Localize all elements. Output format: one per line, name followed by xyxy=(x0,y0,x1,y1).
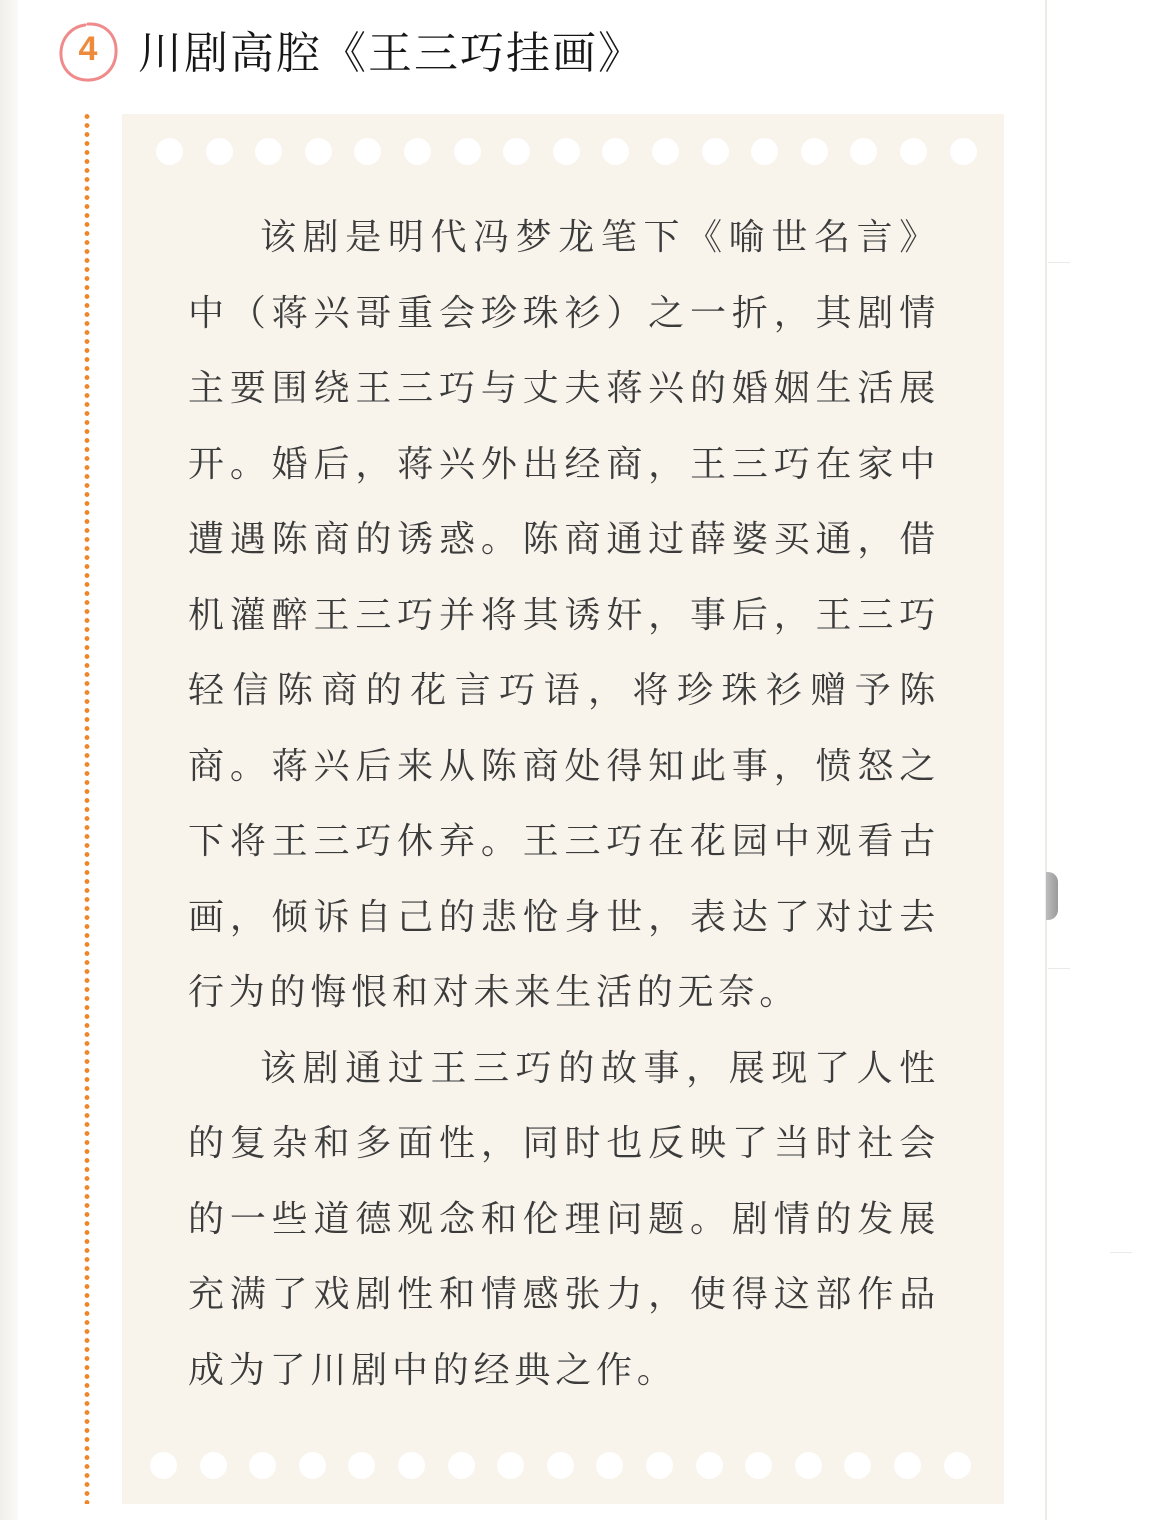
perforation-dot xyxy=(553,138,580,165)
perforation-dot xyxy=(150,1452,177,1479)
perforation-dot xyxy=(950,138,977,165)
perforation-dot xyxy=(602,138,629,165)
perforation-dot xyxy=(596,1452,623,1479)
perforation-dot xyxy=(454,138,481,165)
perforation-dot xyxy=(944,1452,971,1479)
perforation-dot xyxy=(398,1452,425,1479)
paragraph: 该剧通过王三巧的故事，展现了人性的复杂和多面性，同时也反映了当时社会的一些道德观念和伦理问题。剧情的发展充满了戏剧性和情感张力，使得这部作品成为了川剧中的经典之作。 xyxy=(188,1047,940,1391)
perforation-dot xyxy=(696,1452,723,1479)
perforation-dot xyxy=(497,1452,524,1479)
perforation-dot xyxy=(547,1452,574,1479)
paragraph: 该剧是明代冯梦龙笔下《喻世名言》中（蒋兴哥重会珍珠衫）之一折，其剧情主要围绕王三巧与丈夫蒋兴的婚姻生活展开。婚后，蒋兴外出经商，王三巧在家中遭遇陈商的诱惑。陈商通过薛婆买通，借机灌醉王三巧并将其诱奸，事后，王三巧轻信陈商的花言巧语，将珍珠衫赠予陈商。蒋兴后来从陈商处得知此事，愤怒之下将王三巧休弃。王三巧在花园中观看古画，倾诉自己的悲怆身世，表达了对过去行为的悔恨和对未来生活的无奈。 xyxy=(188,217,940,1013)
perforation-dot xyxy=(751,138,778,165)
perforation-dot xyxy=(850,138,877,165)
section-number-badge xyxy=(56,20,120,84)
section-title: 川剧高腔《王三巧挂画》 xyxy=(138,28,644,79)
perforation-dot xyxy=(200,1452,227,1479)
perforation-dot xyxy=(894,1452,921,1479)
page-left-shadow xyxy=(0,0,18,1520)
perforation-dot xyxy=(249,1452,276,1479)
perforation-row-bottom xyxy=(122,1452,1004,1480)
perforation-dot xyxy=(354,138,381,165)
perforation-dot xyxy=(156,138,183,165)
section-number: 4 xyxy=(78,30,98,68)
perforation-dot xyxy=(206,138,233,165)
perforation-dot xyxy=(652,138,679,165)
perforation-dot xyxy=(801,138,828,165)
scroll-handle[interactable] xyxy=(1046,872,1058,920)
perforation-dot xyxy=(448,1452,475,1479)
perforation-dot xyxy=(305,138,332,165)
perforation-dot xyxy=(646,1452,673,1479)
perforation-row-top xyxy=(122,138,1004,166)
perforation-dot xyxy=(844,1452,871,1479)
edge-mark xyxy=(1048,968,1070,969)
perforation-dot xyxy=(745,1452,772,1479)
perforation-dot xyxy=(795,1452,822,1479)
perforation-dot xyxy=(299,1452,326,1479)
article-body xyxy=(188,200,940,1408)
perforation-dot xyxy=(900,138,927,165)
edge-mark xyxy=(1048,262,1070,263)
perforation-dot xyxy=(404,138,431,165)
dotted-vertical-rule xyxy=(84,112,90,1504)
perforation-dot xyxy=(503,138,530,165)
perforation-dot xyxy=(348,1452,375,1479)
perforation-dot xyxy=(255,138,282,165)
edge-mark xyxy=(1110,1252,1132,1253)
perforation-dot xyxy=(702,138,729,165)
page-right-edge xyxy=(1045,0,1047,1520)
